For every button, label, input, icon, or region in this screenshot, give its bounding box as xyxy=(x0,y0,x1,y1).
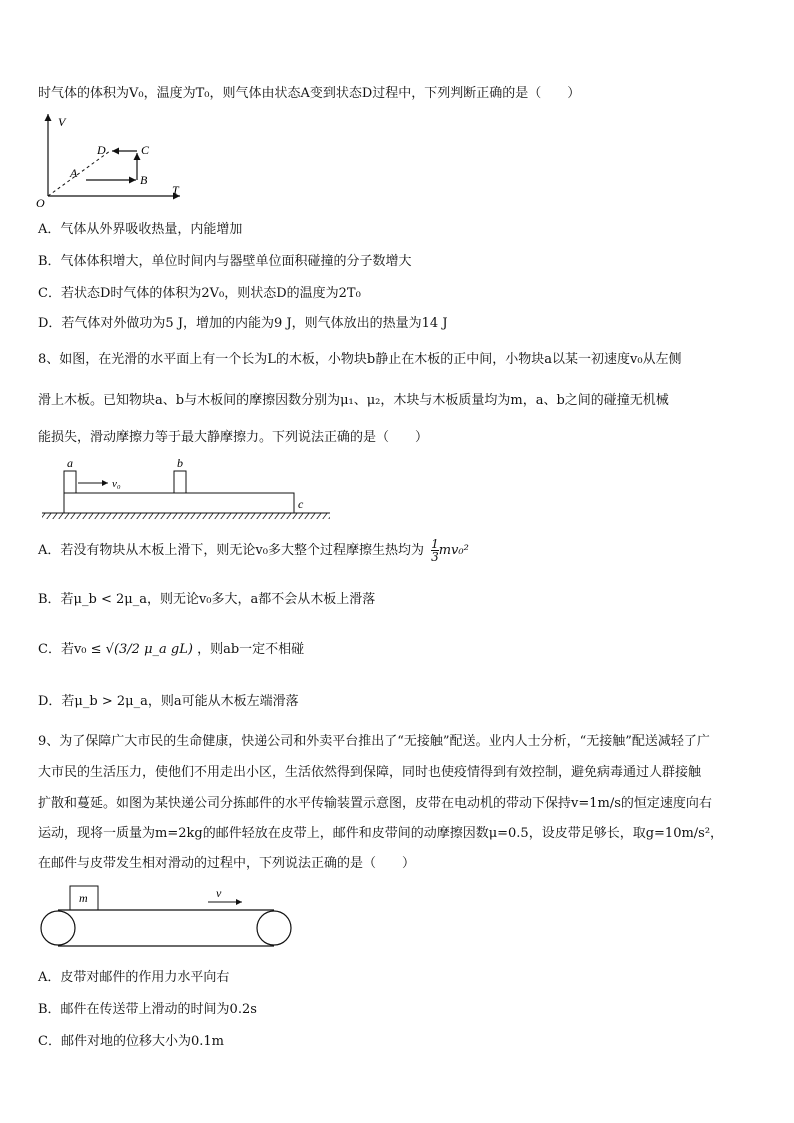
point-b-label: B xyxy=(140,173,148,187)
velocity-label: v₀ xyxy=(112,478,121,490)
board-c xyxy=(64,493,294,513)
q8-option-c-suffix: ，则ab一定不相碰 xyxy=(197,642,305,657)
q8-option-c-expression: √(3/2 μ_a gL) xyxy=(105,642,193,657)
t-axis-label: T xyxy=(172,183,179,197)
q9-stem-line-3: 扩散和蔓延。如图为某快递公司分拣邮件的水平传输装置示意图，皮带在电动机的带动下保持v=1m/s的恒定速度向右 xyxy=(38,796,712,811)
q9-stem-line-2: 大市民的生活压力，使他们不用走出小区，生活依然得到保障，同时也使疫情得到有效控制，避免病毒通过人群接触 xyxy=(38,765,702,780)
right-pulley xyxy=(257,911,291,945)
q9-stem-line-1: 9、为了保障广大市民的生命健康，快递公司和外卖平台推出了“无接触”配送。业内人士分析，“无接触”配送减轻了广 xyxy=(38,734,710,749)
left-pulley xyxy=(41,911,75,945)
q8-option-a-fraction: $\frac{1}{3}$ xyxy=(431,537,439,564)
block-a xyxy=(64,471,76,493)
q8-stem-line-1: 8、如图，在光滑的水平面上有一个长为L的木板，小物块b静止在木板的正中间，小物块a以某一初速度v₀从左侧 xyxy=(38,352,682,367)
q9-option-c: C．邮件对地的位移大小为0.1m xyxy=(38,1034,224,1049)
q8-option-d: D．若μ_b > 2μ_a，则a可能从木板左端滑落 xyxy=(38,694,299,709)
point-a-label: A xyxy=(70,166,78,180)
q8-option-a-suffix: mv₀² xyxy=(438,543,469,558)
o-d-dashed-line xyxy=(48,151,110,196)
q9-stem-line-5: 在邮件与皮带发生相对滑动的过程中，下列说法正确的是（ ） xyxy=(38,856,416,871)
q8-board-figure xyxy=(40,456,340,526)
point-d-label: D xyxy=(97,143,106,157)
q8-option-a-text: A．若没有物块从木板上滑下，则无论v₀多大整个过程摩擦生热均为 xyxy=(38,543,424,558)
q8-stem-line-2: 滑上木板。已知物块a、b与木板间的摩擦因数分别为μ₁、μ₂，木块与木板质量均为m，a、b之间的碰撞无机械 xyxy=(38,393,669,408)
point-c-label: C xyxy=(141,143,150,157)
block-b-label: b xyxy=(177,456,183,470)
q9-stem-line-4: 运动，现将一质量为m=2kg的邮件轻放在皮带上，邮件和皮带间的动摩擦因数μ=0.5，设皮带足够长，取g=10m/s²， xyxy=(38,826,724,841)
q9-conveyor-figure xyxy=(38,884,298,950)
q8-stem-line-3: 能损失，滑动摩擦力等于最大静摩擦力。下列说法正确的是（ ） xyxy=(38,430,429,445)
belt-velocity-label: v xyxy=(216,886,222,900)
q8-option-b: B．若μ_b < 2μ_a，则无论v₀多大，a都不会从木板上滑落 xyxy=(38,592,376,607)
block-b xyxy=(174,471,186,493)
q7-option-a: A．气体从外界吸收热量，内能增加 xyxy=(38,222,243,237)
origin-label: O xyxy=(36,196,45,210)
parcel-mass-label: m xyxy=(79,891,88,905)
q7-stem: 时气体的体积为V₀，温度为T₀，则气体由状态A变到状态D过程中，下列判断正确的是（ ） xyxy=(38,86,581,101)
q7-option-c: C．若状态D时气体的体积为2V₀，则状态D的温度为2T₀ xyxy=(38,286,361,301)
q8-option-c xyxy=(38,638,304,657)
board-c-label: c xyxy=(298,497,304,511)
q7-option-b: B．气体体积增大，单位时间内与器壁单位面积碰撞的分子数增大 xyxy=(38,254,412,269)
v-axis-label: V xyxy=(58,115,66,129)
q9-option-a: A．皮带对邮件的作用力水平向右 xyxy=(38,970,230,985)
q7-vt-graph xyxy=(30,110,200,210)
block-a-label: a xyxy=(67,456,73,470)
q8-option-a xyxy=(38,538,469,563)
q7-option-d: D．若气体对外做功为5 J，增加的内能为9 J，则气体放出的热量为14 J xyxy=(38,316,448,331)
q8-option-c-prefix: C．若v₀ ≤ xyxy=(38,642,102,657)
q9-option-b: B．邮件在传送带上滑动的时间为0.2s xyxy=(38,1002,257,1017)
ground-hatch xyxy=(42,513,330,519)
